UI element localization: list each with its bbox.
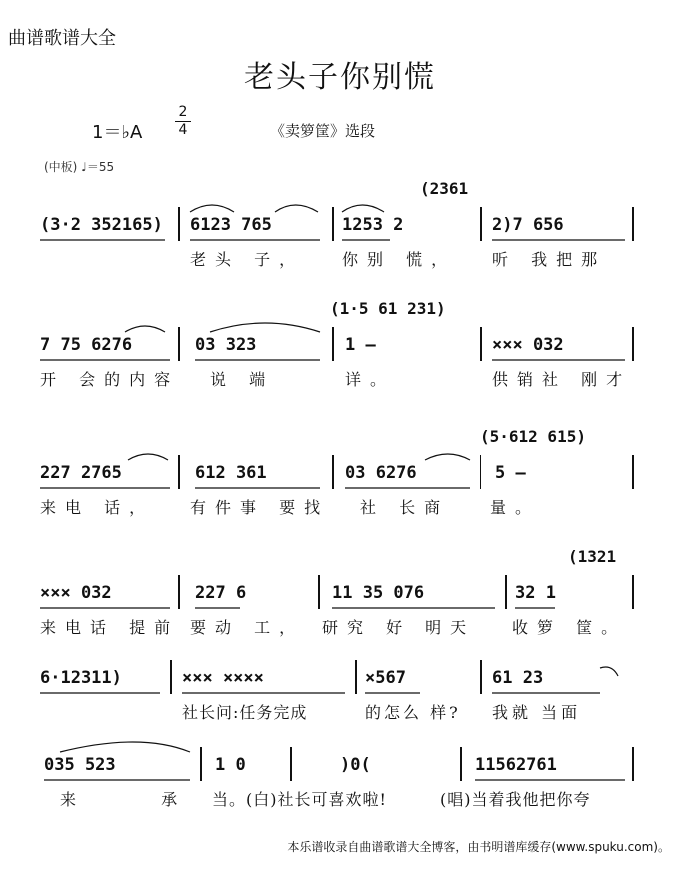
measure-notes: 612 361 <box>195 463 267 483</box>
measure-lyrics: 供销社 刚才 <box>492 370 632 389</box>
measure-lyrics: 收箩 筐。 <box>512 618 627 637</box>
measure-notes: 11562761 <box>475 755 557 775</box>
measure-notes: 227 6 <box>195 583 247 603</box>
slur <box>342 205 384 212</box>
measure-notes: ××× ×××× <box>182 668 264 688</box>
above-line: (5·612 615) <box>480 427 586 446</box>
measure-notes: 6·12311) <box>40 668 122 688</box>
measure-notes: 6123 765 <box>190 215 272 235</box>
measure-lyrics: 来电 话， <box>40 498 155 517</box>
measure-notes: 03 323 <box>195 335 257 355</box>
slur <box>60 742 190 752</box>
measure-notes: 1253 2 <box>342 215 404 235</box>
measure-notes: 227 2765 <box>40 463 122 483</box>
measure-lyrics: 社长问:任务完成 <box>182 703 308 722</box>
slur <box>190 205 234 212</box>
measure-lyrics: 来电话 提前 <box>40 618 180 637</box>
measure-notes: )0( <box>340 755 371 775</box>
slur <box>600 667 618 676</box>
measure-lyrics: (唱)当着我他把你夸 <box>440 790 591 809</box>
above-line: (1·5 61 231) <box>330 299 446 318</box>
key-signature: 1＝♭A <box>92 122 143 143</box>
measure-notes: 1 0 <box>215 755 246 775</box>
above-line: (2361 <box>420 179 469 198</box>
measure-lyrics: 当。(白)社长可喜欢啦! <box>212 790 387 809</box>
measure-lyrics: 说 端 <box>210 370 275 389</box>
slur <box>275 205 318 212</box>
measure-notes: ××× 032 <box>40 583 112 603</box>
measure-notes: 32 1 <box>515 583 556 603</box>
measure-notes: ×567 <box>365 668 406 688</box>
measure-lyrics: 量。 <box>490 498 541 517</box>
slur <box>128 454 168 460</box>
song-title: 老头子你别慌 <box>244 60 436 95</box>
measure-lyrics: 我就 当面 <box>492 703 582 722</box>
source-note: 《卖箩筐》选段 <box>270 122 376 140</box>
measure-notes: 2)7 656 <box>492 215 564 235</box>
above-line: (1321 <box>568 547 617 566</box>
measure-lyrics: 开 会的内容 <box>40 370 180 389</box>
measure-notes: 03 6276 <box>345 463 417 483</box>
measure-notes: 5 — <box>495 463 526 483</box>
measure-notes: 11 35 076 <box>332 583 425 603</box>
slur <box>210 323 320 332</box>
measure-lyrics: 有件事 要找 <box>190 498 330 517</box>
measure-notes: ××× 032 <box>492 335 564 355</box>
measure-notes: 1 — <box>345 335 376 355</box>
meter-bottom: 4 <box>178 122 188 138</box>
measure-notes: 035 523 <box>44 755 116 775</box>
measure-lyrics: 详。 <box>345 370 396 389</box>
measure-lyrics: 研究 好 明天 <box>322 618 476 637</box>
measure-notes: (3·2 352165) <box>40 215 163 235</box>
slur <box>425 454 470 460</box>
measure-lyrics: 来 承 <box>60 790 218 809</box>
measure-notes: 61 23 <box>492 668 544 688</box>
measure-lyrics: 听 我把那 <box>492 250 607 269</box>
slur <box>125 326 165 332</box>
measure-lyrics: 社 长商 <box>360 498 450 517</box>
measure-lyrics: 的怎么 样? <box>365 703 461 722</box>
site-name: 曲谱歌谱大全 <box>8 28 116 49</box>
measure-lyrics: 要动 工， <box>190 618 305 637</box>
footer-credit: 本乐谱收录自曲谱歌谱大全博客，由书明谱库缓存(www.spuku.com)。 <box>287 840 670 854</box>
measure-notes: 7 75 6276 <box>40 335 133 355</box>
tempo-marking: (中板) ♩＝55 <box>44 160 115 174</box>
measure-lyrics: 你别 慌， <box>342 250 457 269</box>
measure-lyrics: 老头 子， <box>190 250 305 269</box>
meter-top: 2 <box>175 104 191 122</box>
